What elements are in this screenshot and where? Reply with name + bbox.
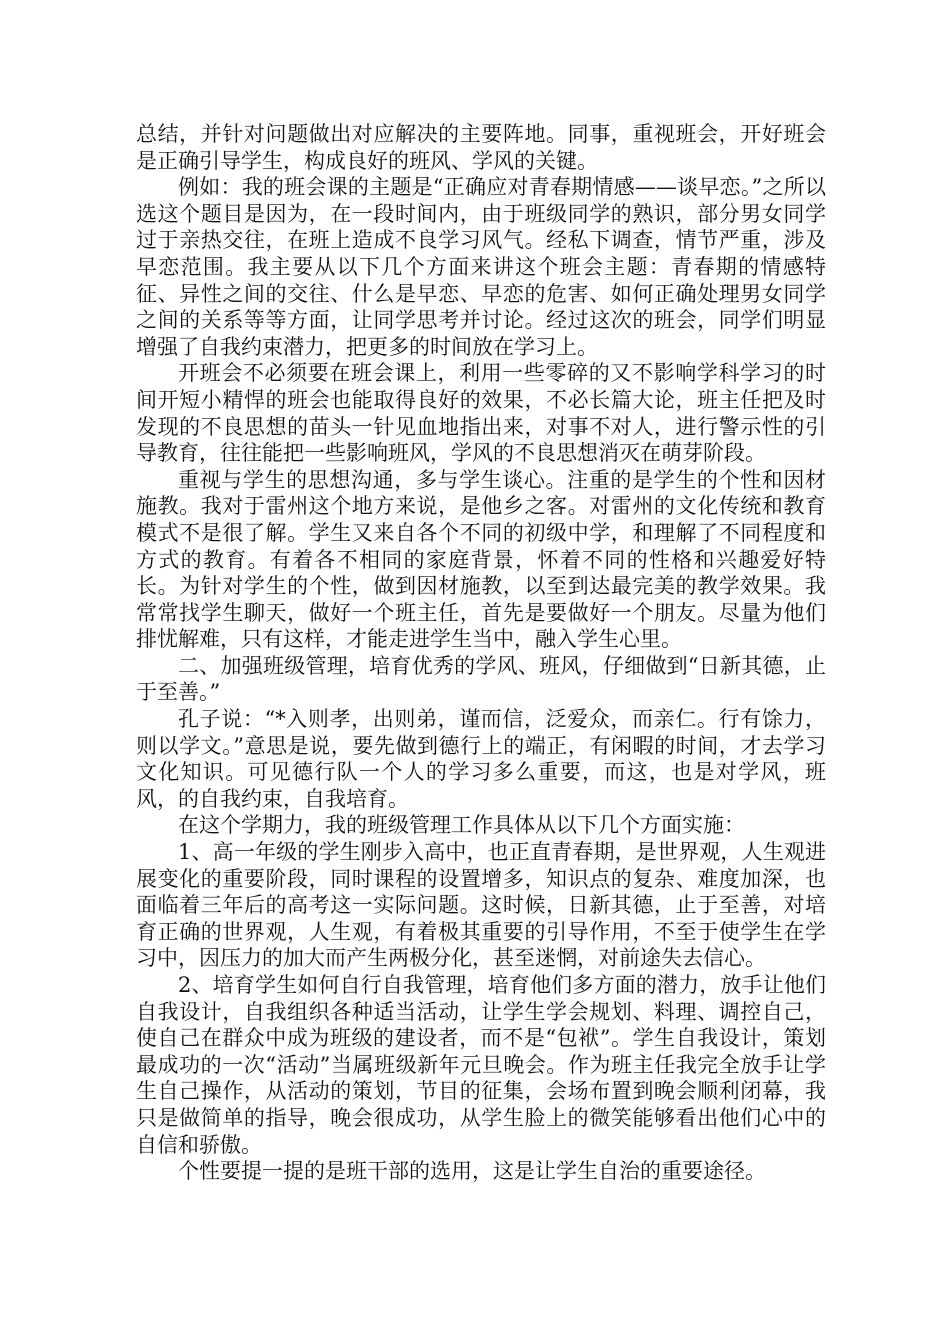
paragraph-class-meeting-example: 例如：我的班会课的主题是“正确应对青春期情感——谈早恋。”之所以选这个题目是因为，在一段时间内，由于班级同学的熟识，部分男女同学过于亲热交往，在班上造成不良学习风气。经私下调查，情节严重，涉及早恋范围。我主要从以下几个方面来讲这个班会主题：青春期的情感特征、异性之间的交往、什么是早恋、早恋的危害、如何正确处理男女同学之间的关系等等方面，让同学思考并讨论。经过这次的班会，同学们明显增强了自我约束潜力，把更多的时间放在学习上。 xyxy=(136,175,826,359)
list-item-1: 1、高一年级的学生刚步入高中，也正直青春期，是世界观，人生观进展变化的重要阶段，同时课程的设置增多，知识点的复杂、难度加深，也面临着三年后的高考这一实际问题。这时候，日新其德，止于至善，对培育正确的世界观，人生观，有着极其重要的引导作用，不至于使学生在学习中，因压力的加大而产生两极分化，甚至迷惘，对前途失去信心。 xyxy=(136,840,826,971)
list-item-2: 2、培育学生如何自行自我管理，培育他们多方面的潜力，放手让他们自我设计，自我组织各种适当活动，让学生学会规划、料理、调控自己，使自己在群众中成为班级的建设者，而不是“包袱”。学生自我设计，策划最成功的一次“活动”当属班级新年元旦晚会。作为班主任我完全放手让学生自己操作，从活动的策划，节目的征集，会场布置到晚会顺利闭幕，我只是做简单的指导，晚会很成功，从学生脸上的微笑能够看出他们心中的自信和骄傲。 xyxy=(136,973,826,1157)
paragraph-continuation: 总结，并针对问题做出对应解决的主要阵地。同事，重视班会，开好班会是正确引导学生，构成良好的班风、学风的关键。 xyxy=(136,122,826,173)
section-heading-class-management: 二、加强班级管理，培育优秀的学风、班风，仔细做到“日新其德，止于至善。” xyxy=(136,653,826,705)
paragraph-confucius-quote: 孔子说：“*入则孝，出则弟，谨而信，泛爱众，而亲仁。行有馀力，则以学文。”意思是说，要先做到德行上的端正，有闲暇的时间，才去学习文化知识。可见德行队一个人的学习多么重要，而这，也是对学风，班风，的自我约束，自我培育。 xyxy=(136,707,826,811)
paragraph-student-communication: 重视与学生的思想沟通，多与学生谈心。注重的是学生的个性和因材施教。我对于雷州这个地方来说，是他乡之客。对雷州的文化传统和教育模式不是很了解。学生又来自各个不同的初级中学，和理解了不同程度和方式的教育。有着各不相同的家庭背景，怀着不同的性格和兴趣爱好特长。为针对学生的个性，做到因材施教，以至到达最完美的教学效果。我常常找学生聊天，做好一个班主任，首先是要做好一个朋友。尽量为他们排忧解难，只有这样，才能走进学生当中，融入学生心里。 xyxy=(136,467,826,652)
paragraph-short-meetings: 开班会不必须要在班会课上，利用一些零碎的又不影响学科学习的时间开短小精悍的班会也能取得良好的效果，不必长篇大论，班主任把及时发现的不良思想的苗头一针见血地指出来，对事不对人，进行警示性的引导教育，往往能把一些影响班风，学风的不良思想消灭在萌芽阶段。 xyxy=(136,361,826,466)
paragraph-semester-intro: 在这个学期力，我的班级管理工作具体从以下几个方面实施： xyxy=(178,813,745,838)
paragraph-class-cadre: 个性要提一提的是班干部的选用，这是让学生自治的重要途径。 xyxy=(178,1159,766,1184)
document-body xyxy=(136,121,826,1185)
